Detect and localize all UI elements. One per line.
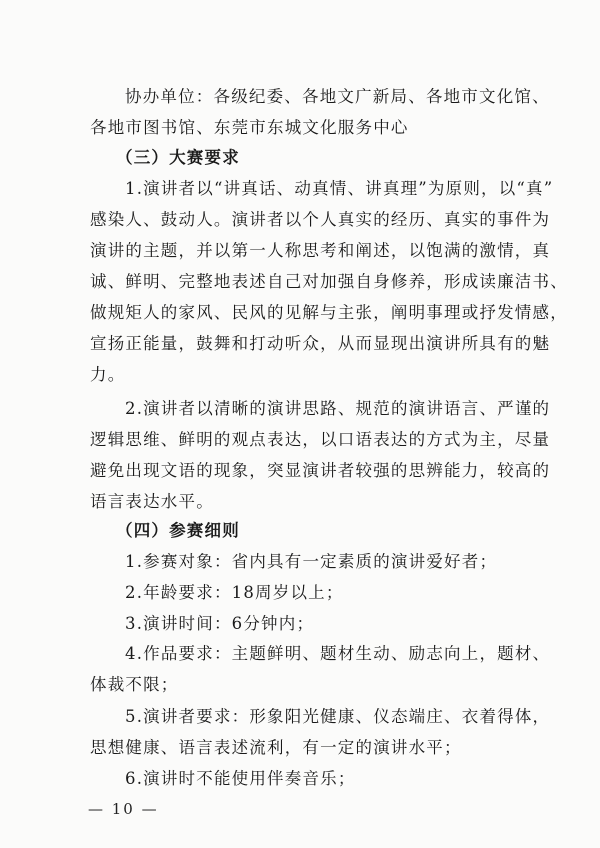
text-line-19: 4.作品要求：主题鲜明、题材生动、励志向上，题材、 xyxy=(125,644,551,663)
text-line-14: 语言表达水平。 xyxy=(90,492,214,511)
text-line-11: 2.演讲者以清晰的演讲思路、规范的演讲语言、严谨的 xyxy=(125,399,551,418)
text-line-16: 1.参赛对象：省内具有一定素质的演讲爱好者； xyxy=(125,552,498,571)
text-line-10: 力。 xyxy=(90,365,126,384)
text-line-12: 逻辑思维、鲜明的观点表达，以口语表达的方式为主，尽量 xyxy=(90,430,551,449)
text-line-9: 宣扬正能量，鼓舞和打动听众，从而显现出演讲所具有的魅 xyxy=(90,334,551,353)
text-line-23: 6.演讲时不能使用伴奏音乐； xyxy=(125,769,356,788)
text-line-7: 诚、鲜明、完整地表述自己对加强自身修养，形成读廉洁书、 xyxy=(90,272,568,291)
text-line-4: 1.演讲者以“讲真话、动真情、讲真理”为原则，以“真” xyxy=(125,179,554,198)
section-heading-4: （四）参赛细则 xyxy=(116,521,240,540)
section-heading-3: （三）大赛要求 xyxy=(116,148,240,167)
text-line-22: 思想健康、语言表述流利，有一定的演讲水平； xyxy=(90,738,462,757)
text-line-6: 演讲的主题，并以第一人称思考和阐述，以饱满的激情，真 xyxy=(90,241,551,260)
page-number: — 10 — xyxy=(88,800,159,818)
text-line-17: 2.年龄要求：18周岁以上； xyxy=(125,583,344,602)
text-line-1: 协办单位：各级纪委、各地文广新局、各地市文化馆、 xyxy=(125,87,550,106)
text-line-13: 避免出现文语的现象，突显演讲者较强的思辨能力，较高的 xyxy=(90,461,551,480)
text-line-8: 做规矩人的家风、民风的见解与主张，阐明事理或抒发情感， xyxy=(90,303,568,322)
text-line-18: 3.演讲时间：6分钟内； xyxy=(125,614,315,633)
text-line-21: 5.演讲者要求：形象阳光健康、仪态端庄、衣着得体， xyxy=(125,707,551,726)
text-line-20: 体裁不限； xyxy=(90,675,179,694)
text-line-5: 感染人、鼓动人。演讲者以个人真实的经历、真实的事件为 xyxy=(90,210,551,229)
text-line-2: 各地市图书馆、东莞市东城文化服务中心 xyxy=(90,118,409,137)
